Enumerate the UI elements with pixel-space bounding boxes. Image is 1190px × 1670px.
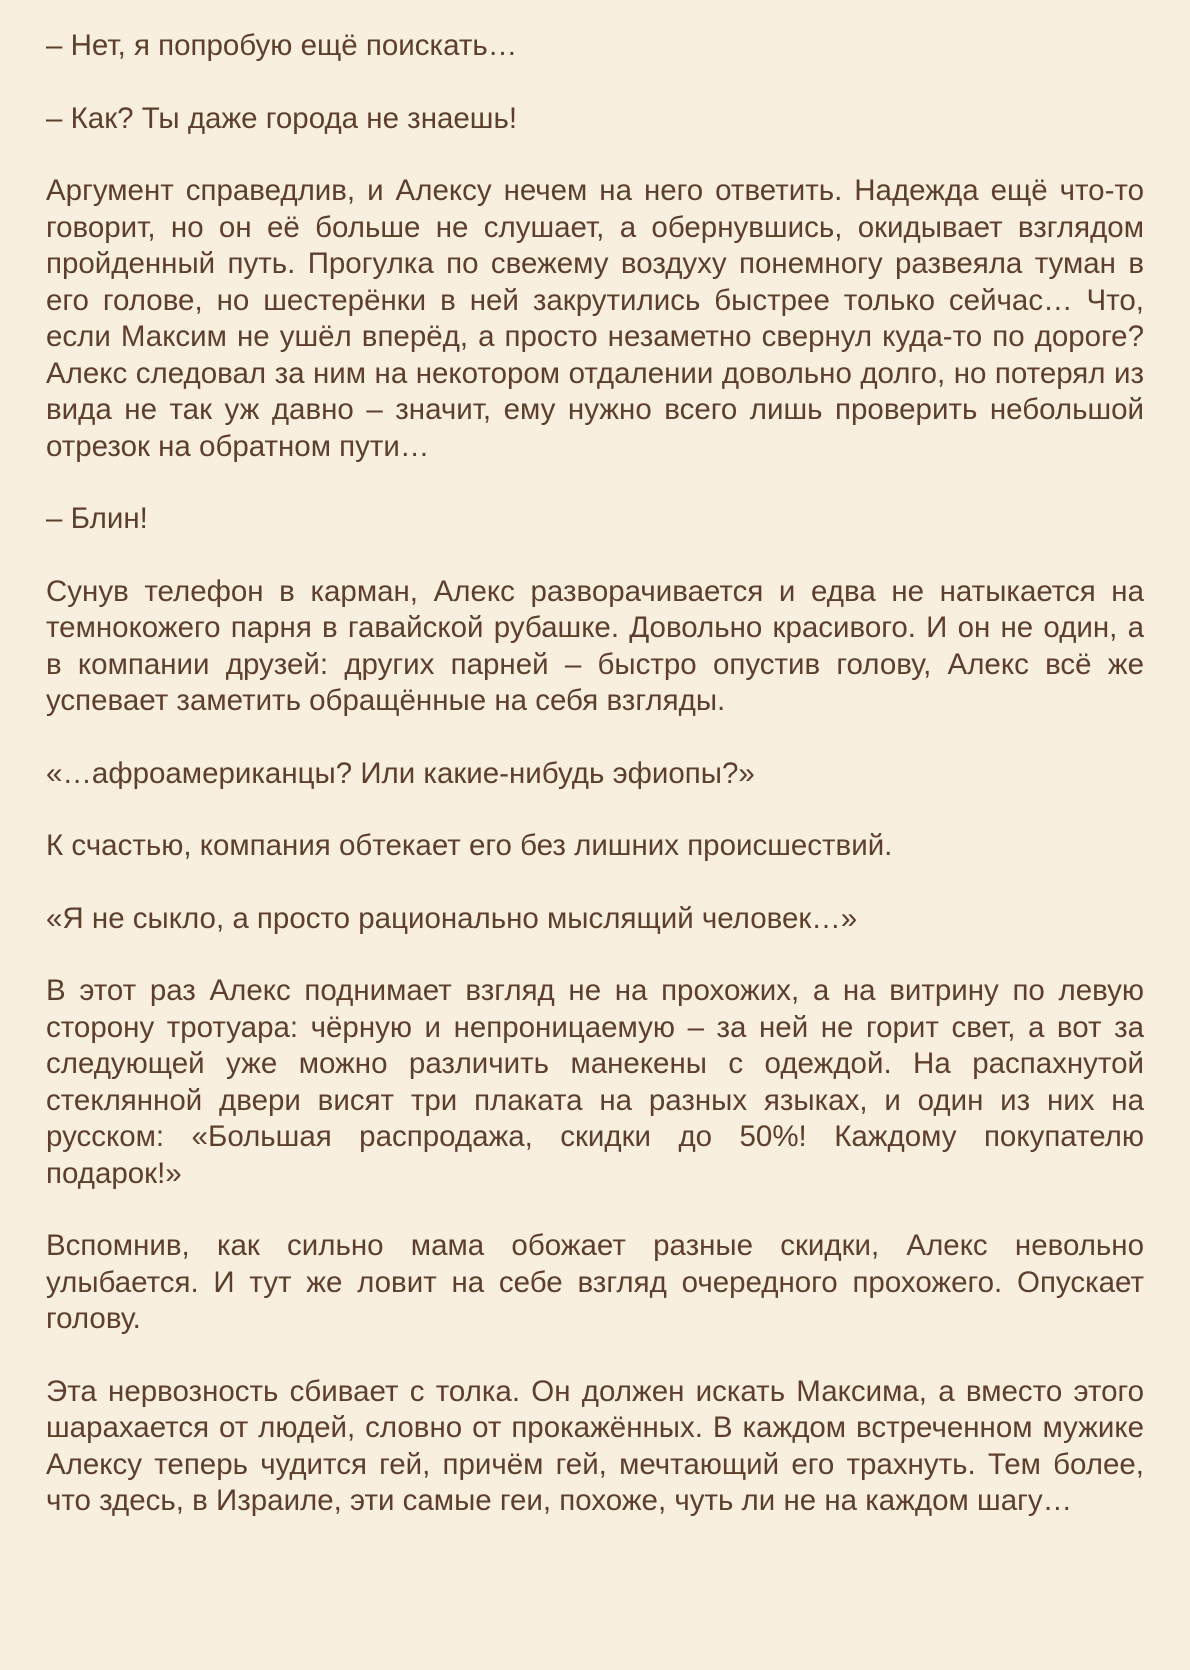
paragraph: Эта нервозность сбивает с толка. Он должен искать Максима, а вместо этого шарахается от людей, словно от прокажённых. В каждом встреченном мужике Алексу теперь чудится гей, причём гей, мечтающий его трахнуть. Тем более, что здесь, в Израиле, эти самые геи, похоже, чуть ли не на каждом шагу… [46,1374,1144,1517]
paragraph: К счастью, компания обтекает его без лишних происшествий. [46,829,893,862]
paragraph: Сунув телефон в карман, Алекс разворачивается и едва не натыкается на темнокожего парня в гавайской рубашке. Довольно красивого. И он не один, а в компании друзей: других парней – быстро опустив голову, Алекс всё же успевает заметить обращённые на себя взгляды. [46,574,1144,717]
paragraph: – Как? Ты даже города не знаешь! [46,101,518,135]
paragraph: «Я не сыкло, а просто рационально мыслящий человек…» [46,901,858,935]
paragraph: – Блин! [46,502,148,535]
paragraph: Вспомнив, как сильно мама обожает разные скидки, Алекс невольно улыбается. И тут же ловит на себе взгляд очередного прохожего. Опускает голову. [46,1229,1144,1335]
paragraph: «…афроамериканцы? Или какие-нибудь эфиопы?» [46,756,755,790]
paragraph: Аргумент справедлив, и Алексу нечем на него ответить. Надежда ещё что-то говорит, но он её больше не слушает, а обернувшись, окидывает взглядом пройденный путь. Прогулка по свежему воздуху понемногу развеяла туман в его голове, но шестерёнки в ней закрутились быстрее только сейчас… Что, если Максим не ушёл вперёд, а просто незаметно свернул куда-то по дороге? Алекс следовал за ним на некотором отдалении довольно долго, но потерял из вида не так уж давно – значит, ему нужно всего лишь проверить небольшой отрезок на обратном пути… [46,174,1144,463]
paragraph: – Нет, я попробую ещё поискать… [46,29,518,62]
paragraph: В этот раз Алекс поднимает взгляд не на прохожих, а на витрину по левую сторону тротуара: чёрную и непроницаемую – за ней не горит свет, а вот за следующей уже можно различить манекены с одеждой. На распахнутой стеклянной двери висят три плаката на разных языках, и один из них на русском: «Большая распродажа, скидки до 50%! Каждому покупателю подарок!» [46,974,1144,1190]
